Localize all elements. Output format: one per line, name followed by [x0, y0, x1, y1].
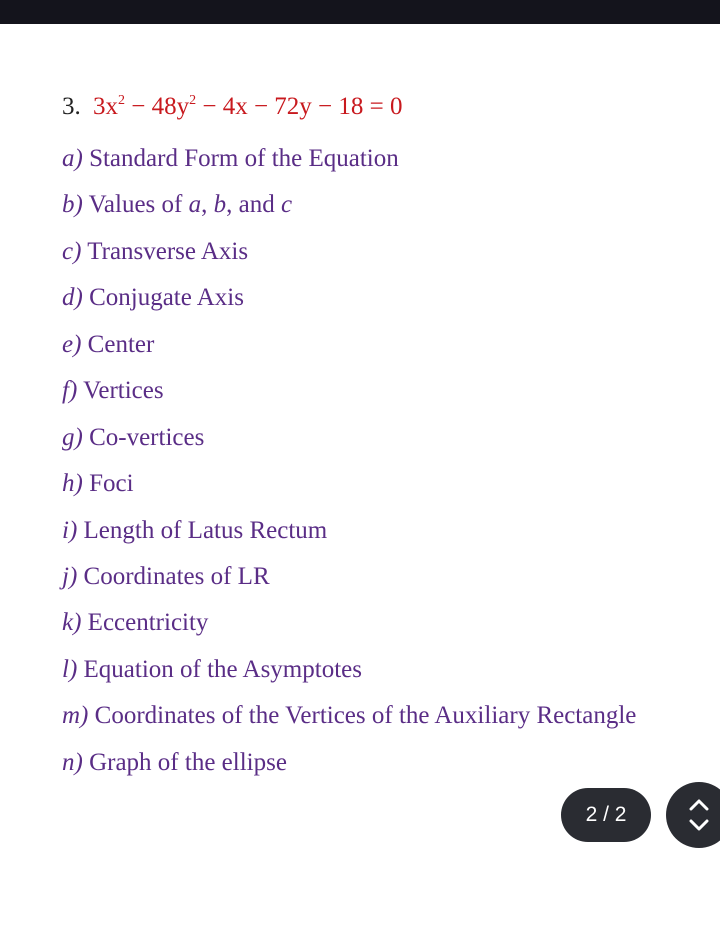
status-bar — [0, 0, 720, 24]
question-item-f: f) Vertices — [62, 377, 164, 405]
page-nav-button[interactable] — [666, 782, 720, 848]
question-item-i: i) Length of Latus Rectum — [62, 516, 328, 544]
question-item-l: l) Equation of the Asymptotes — [62, 655, 362, 683]
question-list — [62, 142, 636, 792]
question-item-e: e) Center — [62, 330, 155, 358]
question-item-a: a) Standard Form of the Equation — [62, 145, 399, 172]
question-item-h: h) Foci — [62, 470, 134, 498]
chevron-down-icon[interactable] — [689, 819, 709, 831]
question-item-m: m) Coordinates of the Vertices of the Auxiliary Rectangle — [62, 702, 637, 730]
question-item-g: g) Co-vertices — [62, 423, 205, 451]
question-item-n: n) Graph of the ellipse — [62, 748, 287, 776]
chevron-up-icon[interactable] — [689, 799, 709, 811]
question-item-k: k) Eccentricity — [62, 609, 209, 637]
page-indicator — [561, 788, 651, 842]
problem-number: 3. — [62, 93, 81, 120]
question-item-b: b) Values of a, b, and c — [62, 191, 293, 219]
problem-equation: $3x^2 - 48y^2 - 4x - 72y - 18 = 0$ — [93, 93, 403, 120]
question-item-d: d) Conjugate Axis — [62, 284, 244, 312]
page-indicator-label: 2 / 2 — [585, 803, 627, 826]
question-item-j: j) Coordinates of LR — [62, 562, 270, 590]
problem-statement — [62, 90, 403, 124]
question-item-c: c) Transverse Axis — [62, 237, 249, 265]
